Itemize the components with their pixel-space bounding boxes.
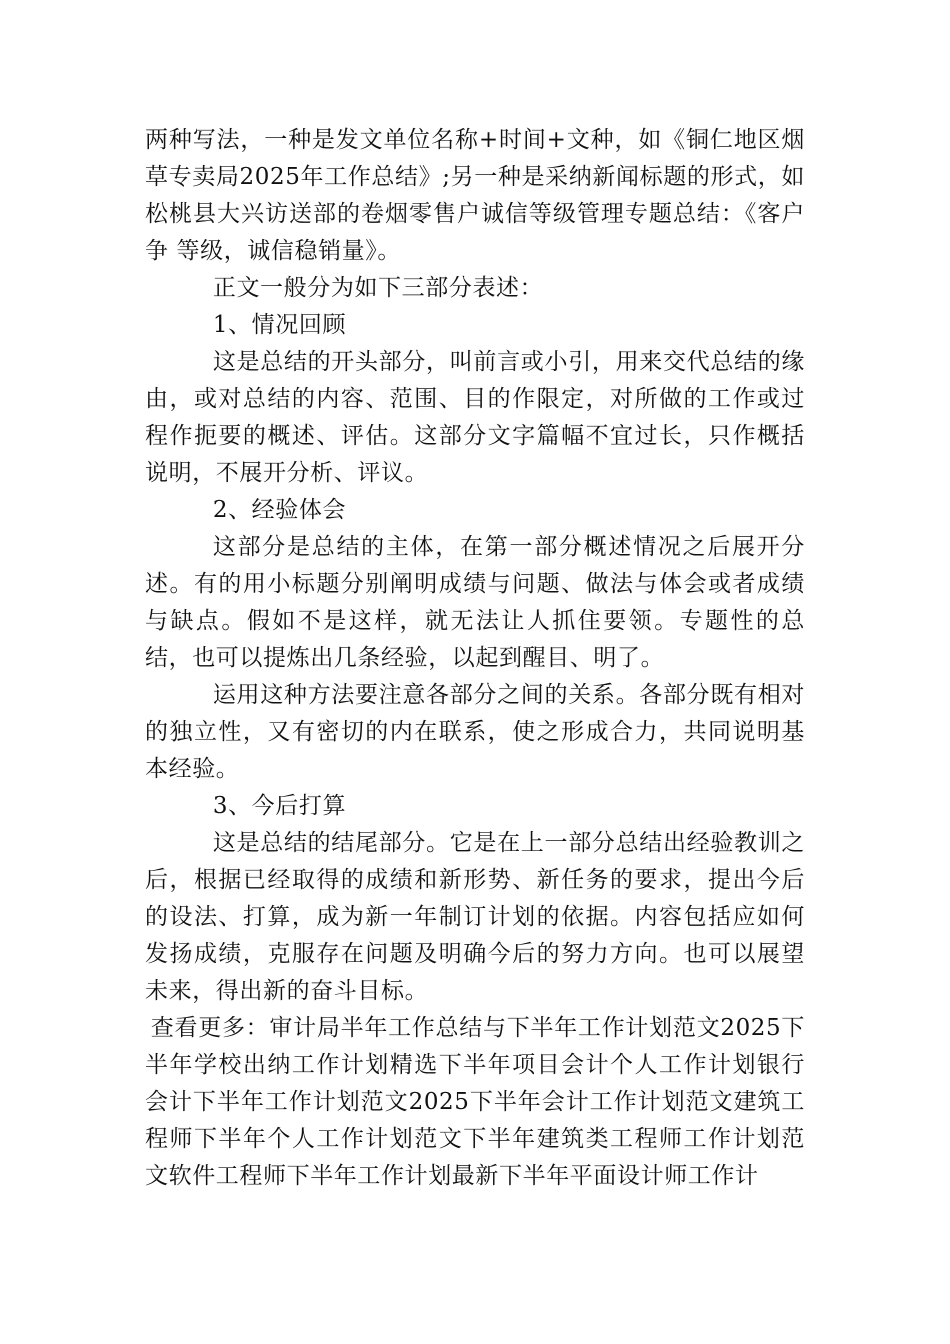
paragraph-experience: 这部分是总结的主体，在第一部分概述情况之后展开分述。有的用小标题分别阐明成绩与问题、做法与体会或者成绩与缺点。假如不是这样，就无法让人抓住要领。专题性的总结，也可以提炼出几条经验，以起到醒目、明了。 bbox=[145, 534, 805, 671]
heading-situation-review: 1、情况回顾 bbox=[212, 312, 347, 338]
heading-experience: 2、经验体会 bbox=[212, 497, 347, 523]
see-more-text: 查看更多：审计局半年工作总结与下半年工作计划范文2025下半年学校出纳工作计划精选下半年项目会计个人工作计划银行会计下半年工作计划范文2025下半年会计工作计划范文建筑工程师下半年个人工作计划范文下半年建筑类工程师工作计划范文软件工程师下半年工作计划最新下半年平面设计师工作计 bbox=[145, 1015, 805, 1189]
document-body bbox=[145, 122, 805, 1195]
paragraph-situation-review: 这是总结的开头部分，叫前言或小引，用来交代总结的缘由，或对总结的内容、范围、目的作限定，对所做的工作或过程作扼要的概述、评估。这部分文字篇幅不宜过长，只作概括说明，不展开分析、评议。 bbox=[145, 349, 805, 486]
heading-future-plans: 3、今后打算 bbox=[212, 793, 347, 819]
paragraph-title-forms: 两种写法，一种是发文单位名称+时间+文种，如《铜仁地区烟草专卖局2025年工作总结》;另一种是采纳新闻标题的形式，如松桃县大兴访送部的卷烟零售户诚信等级管理专题总结：《客户争 等级，诚信稳销量》。 bbox=[145, 127, 805, 264]
paragraph-body-intro: 正文一般分为如下三部分表述： bbox=[212, 275, 544, 301]
paragraph-future-plans: 这是总结的结尾部分。它是在上一部分总结出经验教训之后，根据已经取得的成绩和新形势、新任务的要求，提出今后的设法、打算，成为新一年制订计划的依据。内容包括应如何发扬成绩，克服存在问题及明确今后的努力方向。也可以展望未来，得出新的奋斗目标。 bbox=[145, 830, 805, 1004]
paragraph-method-relations: 运用这种方法要注意各部分之间的关系。各部分既有相对的独立性，又有密切的内在联系，使之形成合力，共同说明基本经验。 bbox=[145, 682, 805, 782]
